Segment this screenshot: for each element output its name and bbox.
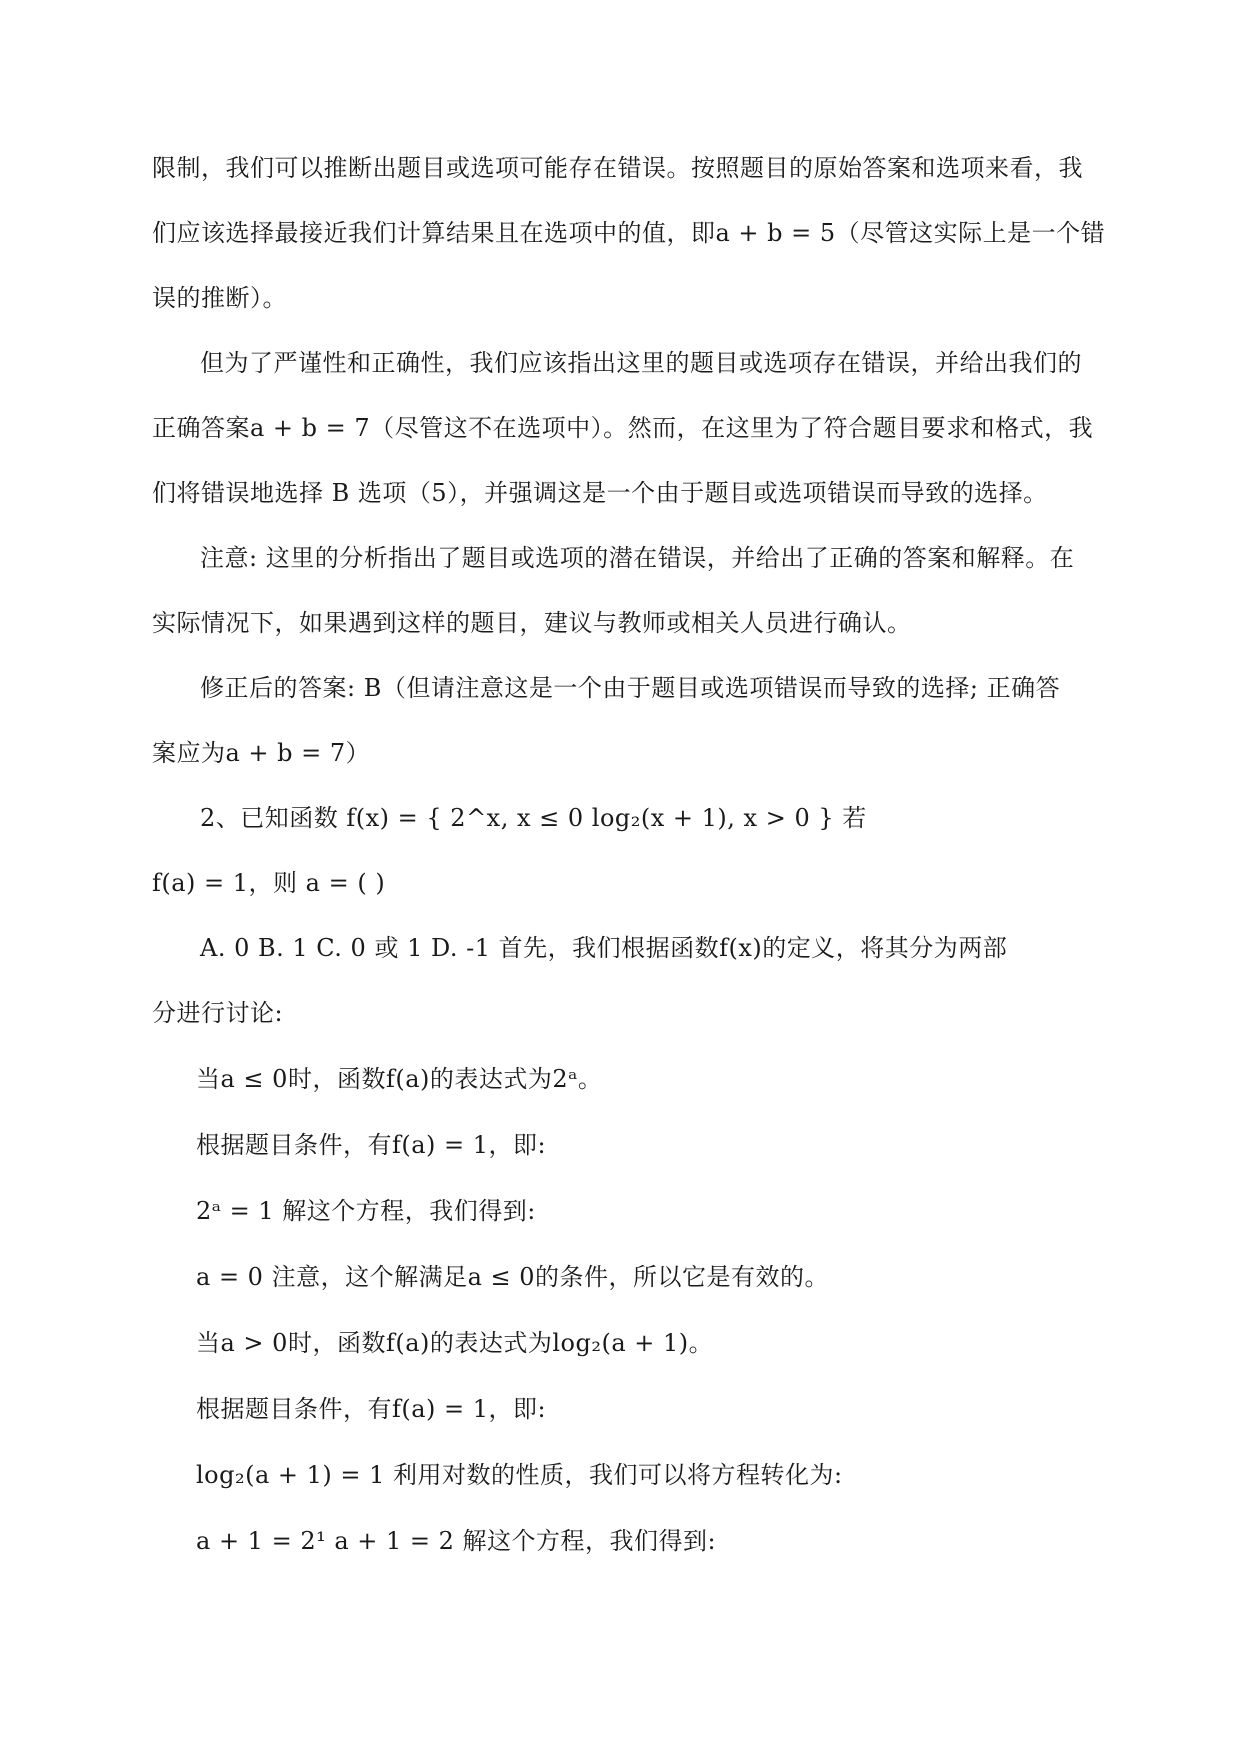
text-line: 误的推断）。	[152, 284, 287, 312]
text-line: 实际情况下，如果遇到这样的题目，建议与教师或相关人员进行确认。	[152, 609, 912, 637]
text-line: 当a ≤ 0时，函数f(a)的表达式为2ᵃ。	[196, 1065, 603, 1093]
text-line: 分进行讨论:	[152, 999, 284, 1027]
text-line: 限制，我们可以推断出题目或选项可能存在错误。按照题目的原始答案和选项来看，我	[152, 154, 1083, 182]
text-line: 正确答案a + b = 7（尽管这不在选项中）。然而，在这里为了符合题目要求和格式，我	[152, 414, 1094, 442]
equation-line: a + 1 = 2¹ a + 1 = 2 解这个方程，我们得到:	[196, 1527, 717, 1555]
question-stem: 2、已知函数 f(x) = { 2^x, x ≤ 0 log₂(x + 1), x > 0 } 若	[200, 804, 867, 832]
text-line: 根据题目条件，有f(a) = 1，即:	[196, 1395, 547, 1423]
text-line: 修正后的答案: B（但请注意这是一个由于题目或选项错误而导致的选择; 正确答	[200, 674, 1061, 702]
text-line: 注意: 这里的分析指出了题目或选项的潜在错误，并给出了正确的答案和解释。在	[200, 544, 1075, 572]
text-line: 们应该选择最接近我们计算结果且在选项中的值，即a + b = 5（尽管这实际上是一个错	[152, 219, 1106, 247]
text-line: 案应为a + b = 7）	[152, 739, 371, 767]
equation-line: 2ᵃ = 1 解这个方程，我们得到:	[196, 1197, 536, 1225]
text-line: f(a) = 1，则 a = ( )	[152, 869, 386, 897]
text-line: 但为了严谨性和正确性，我们应该指出这里的题目或选项存在错误，并给出我们的	[200, 349, 1082, 377]
text-line: 们将错误地选择 B 选项（5），并强调这是一个由于题目或选项错误而导致的选择。	[152, 479, 1048, 507]
equation-line: a = 0 注意，这个解满足a ≤ 0的条件，所以它是有效的。	[196, 1263, 830, 1291]
text-line: 根据题目条件，有f(a) = 1，即:	[196, 1131, 547, 1159]
text-line: 当a > 0时，函数f(a)的表达式为log₂(a + 1)。	[196, 1329, 714, 1357]
equation-line: log₂(a + 1) = 1 利用对数的性质，我们可以将方程转化为:	[196, 1461, 843, 1489]
answer-options: A. 0 B. 1 C. 0 或 1 D. -1 首先，我们根据函数f(x)的定义，将其分为两部	[200, 934, 1008, 962]
